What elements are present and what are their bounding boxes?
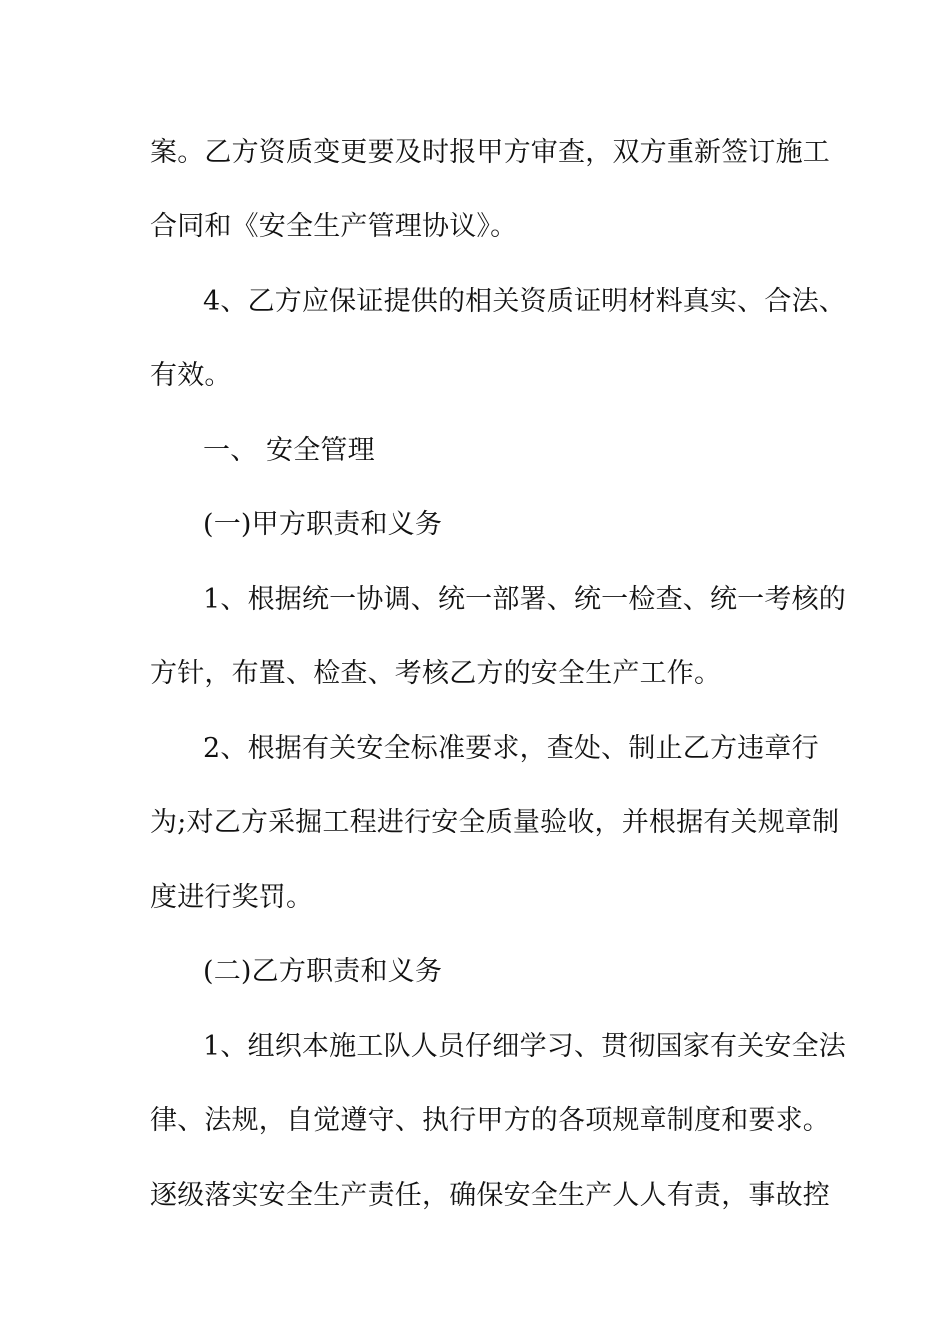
paragraph-line: 1、根据统一协调、统一部署、统一检查、统一考核的 [203,584,846,615]
paragraph-line: 1、组织本施工队人员仔细学习、贯彻国家有关安全法 [203,1031,846,1062]
paragraph-line: 合同和《安全生产管理协议》。 [150,211,518,242]
paragraph-line: 有效。 [150,360,232,391]
subsection-heading: (一)甲方职责和义务 [203,509,443,540]
section-heading-number: 一、 [203,435,258,466]
paragraph-line: 4、乙方应保证提供的相关资质证明材料真实、合法、 [203,286,846,317]
paragraph-line: 度进行奖罚。 [150,882,314,913]
subsection-heading: (二)乙方职责和义务 [203,956,443,987]
paragraph-line: 方针，布置、检查、考核乙方的安全生产工作。 [150,658,722,689]
paragraph-line: 2、根据有关安全标准要求，查处、制止乙方违章行 [203,733,819,764]
section-heading-title: 安全管理 [266,435,375,466]
paragraph-line: 逐级落实安全生产责任，确保安全生产人人有责，事故控 [150,1180,830,1211]
paragraph-line: 律、法规，自觉遵守、执行甲方的各项规章制度和要求。 [150,1105,830,1136]
paragraph-line: 案。乙方资质变更要及时报甲方审查，双方重新签订施工 [150,137,830,168]
paragraph-line: 为;对乙方采掘工程进行安全质量验收，并根据有关规章制 [150,807,840,838]
